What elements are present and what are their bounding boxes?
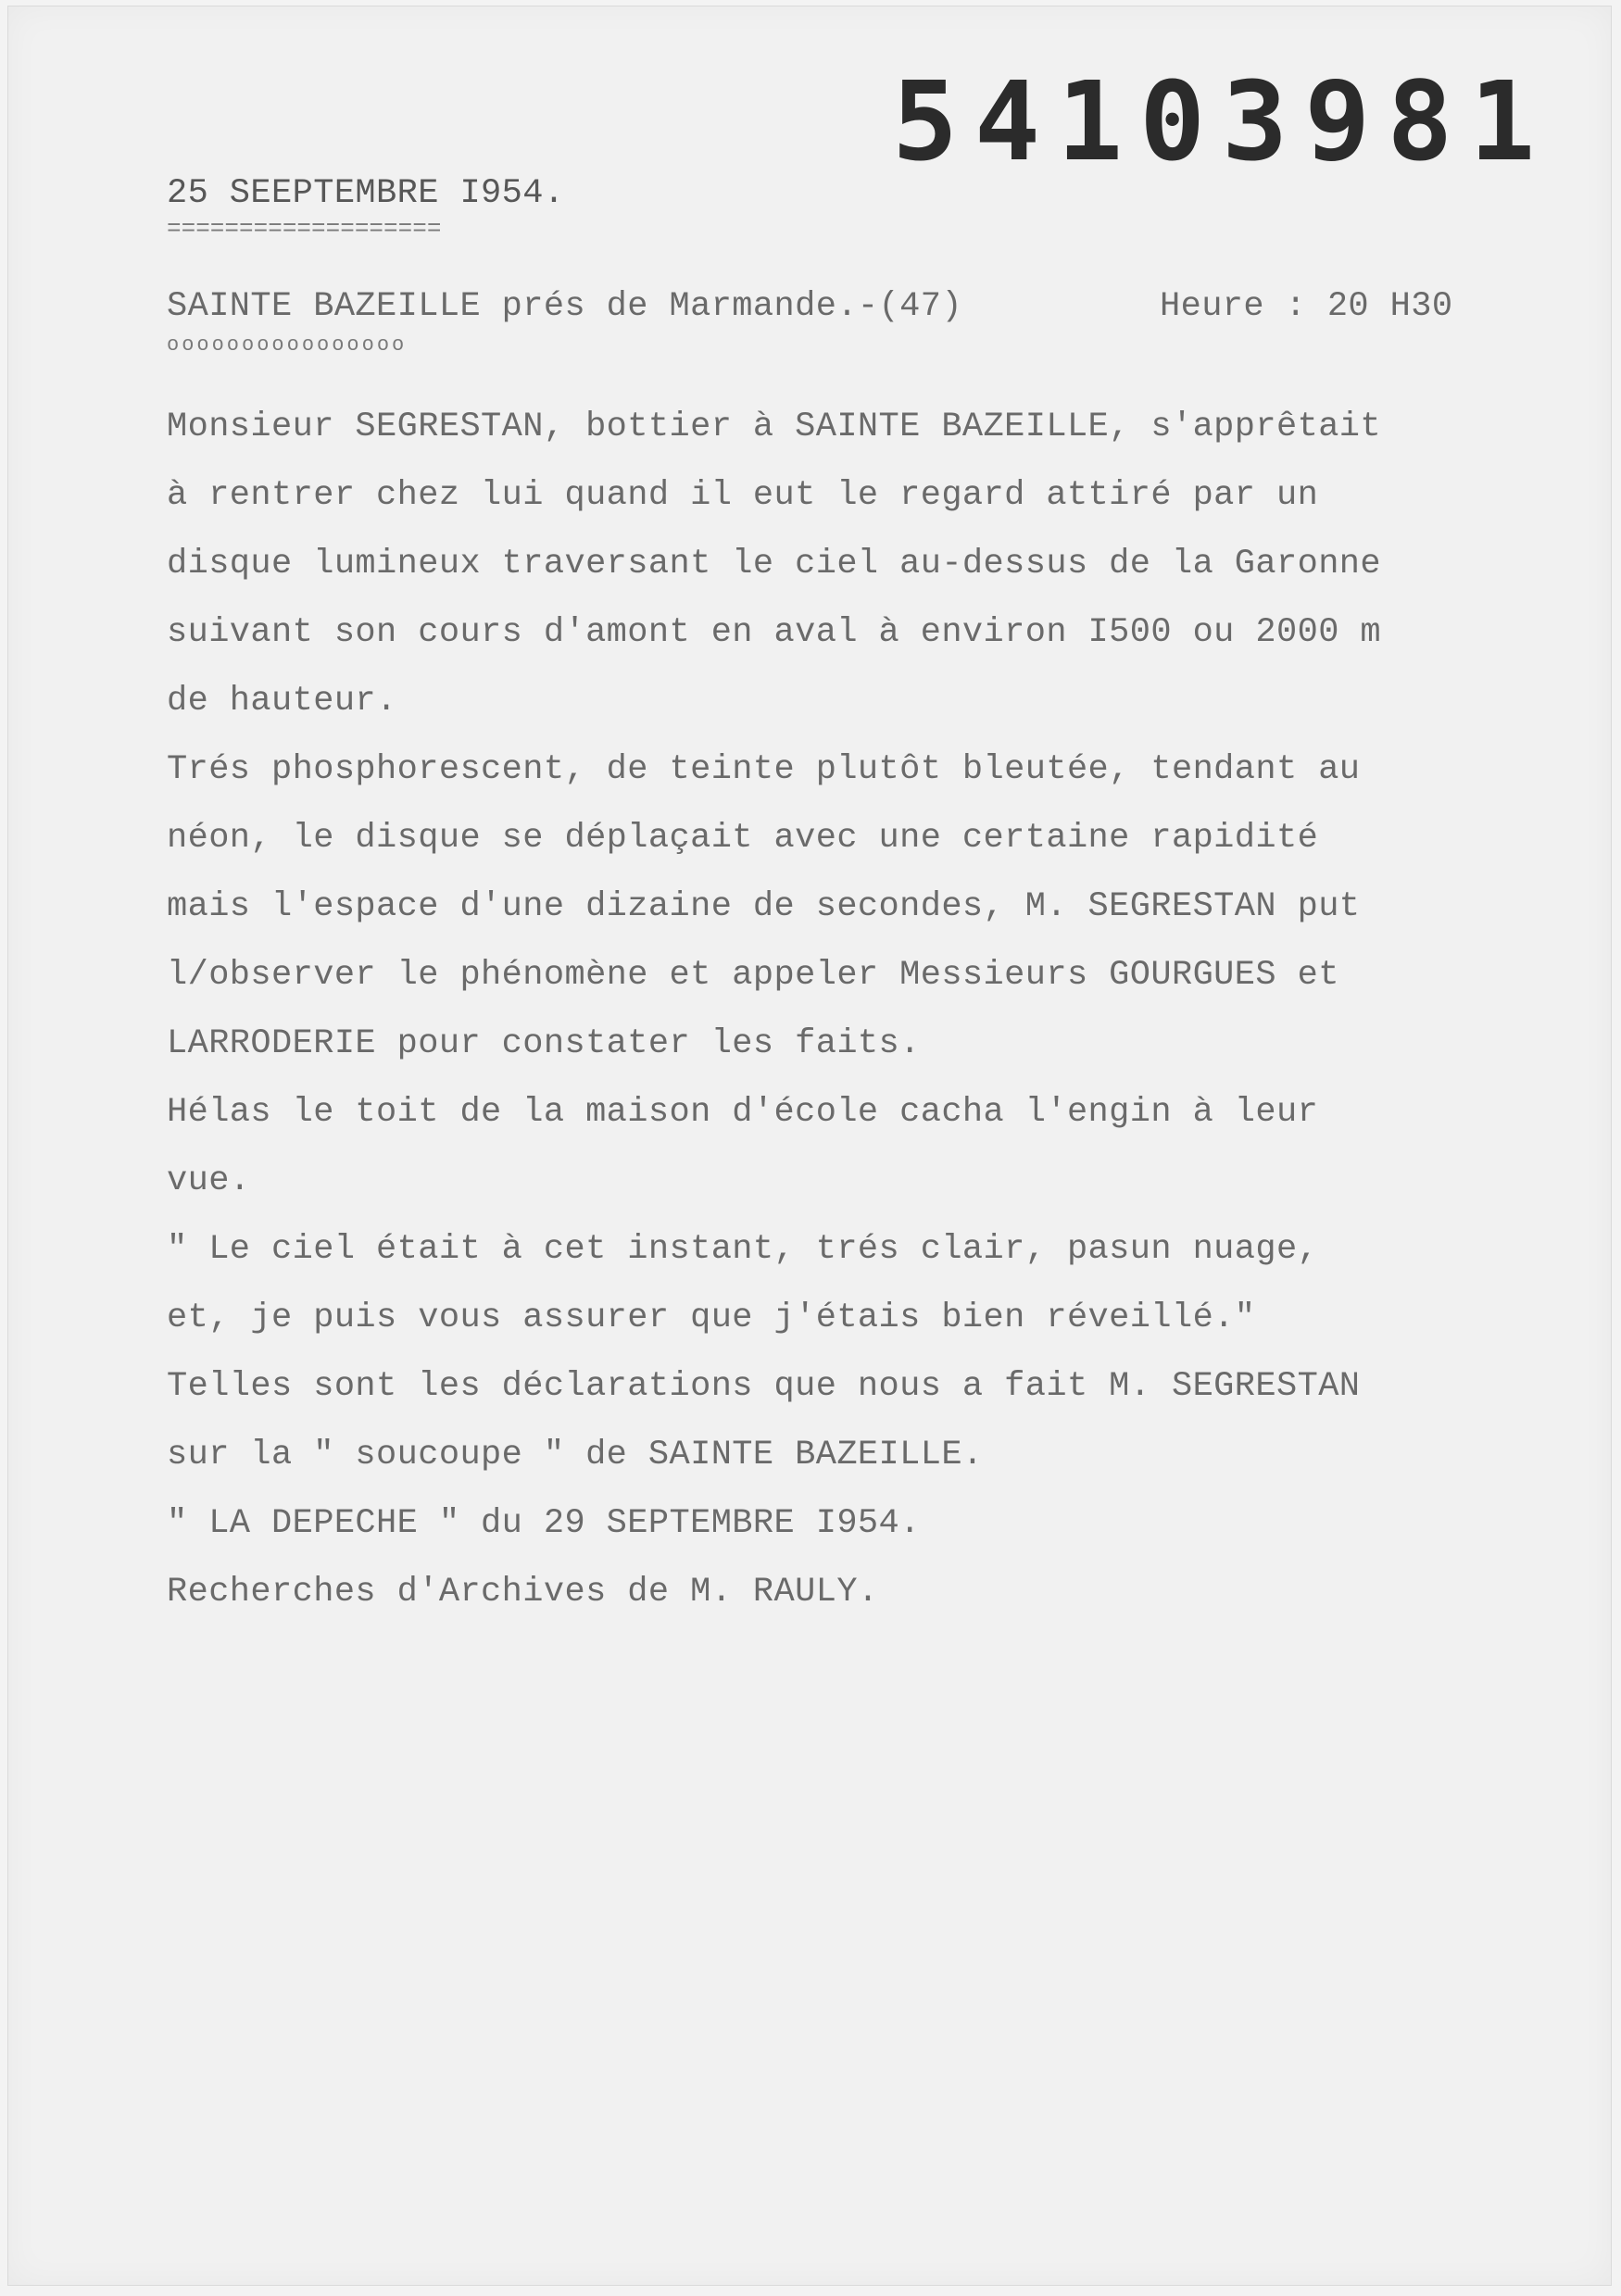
body-line: à rentrer chez lui quand il eut le regard attiré par un bbox=[167, 476, 1319, 515]
body-line: disque lumineux traversant le ciel au-dessus de la Garonne bbox=[167, 545, 1382, 583]
body-line: néon, le disque se déplaçait avec une certaine rapidité bbox=[167, 819, 1319, 858]
date-line: 25 SEEPTEMBRE I954. bbox=[167, 174, 565, 213]
body-line: mais l'espace d'une dizaine de secondes, M. SEGRESTAN put bbox=[167, 887, 1361, 926]
body-line: et, je puis vous assurer que j'étais bien réveillé." bbox=[167, 1299, 1256, 1337]
body-line: Monsieur SEGRESTAN, bottier à SAINTE BAZEILLE, s'apprêtait bbox=[167, 408, 1382, 446]
body-line: Telles sont les déclarations que nous a fait M. SEGRESTAN bbox=[167, 1367, 1361, 1406]
archive-stamp-number: 54103981 bbox=[892, 57, 1552, 185]
body-line: LARRODERIE pour constater les faits. bbox=[167, 1024, 921, 1063]
body-line: de hauteur. bbox=[167, 682, 397, 721]
location-line: SAINTE BAZEILLE prés de Marmande.-(47) bbox=[167, 287, 962, 326]
body-line: vue. bbox=[167, 1161, 251, 1200]
body-line: " Le ciel était à cet instant, trés clair, pasun nuage, bbox=[167, 1230, 1319, 1269]
location-underline: oooooooooooooooo bbox=[167, 333, 408, 357]
body-line: l/observer le phénomène et appeler Messieurs GOURGUES et bbox=[167, 956, 1339, 995]
body-line: " LA DEPECHE " du 29 SEPTEMBRE I954. bbox=[167, 1504, 921, 1543]
date-underline: =================== bbox=[167, 215, 442, 243]
body-line: Recherches d'Archives de M. RAULY. bbox=[167, 1573, 879, 1612]
heure-line: Heure : 20 H30 bbox=[1160, 287, 1453, 326]
body-line: Hélas le toit de la maison d'école cacha l'engin à leur bbox=[167, 1093, 1319, 1132]
body-line: sur la " soucoupe " de SAINTE BAZEILLE. bbox=[167, 1436, 984, 1474]
body-line: Trés phosphorescent, de teinte plutôt bleutée, tendant au bbox=[167, 750, 1361, 789]
body-line: suivant son cours d'amont en aval à environ I500 ou 2000 m bbox=[167, 613, 1382, 652]
